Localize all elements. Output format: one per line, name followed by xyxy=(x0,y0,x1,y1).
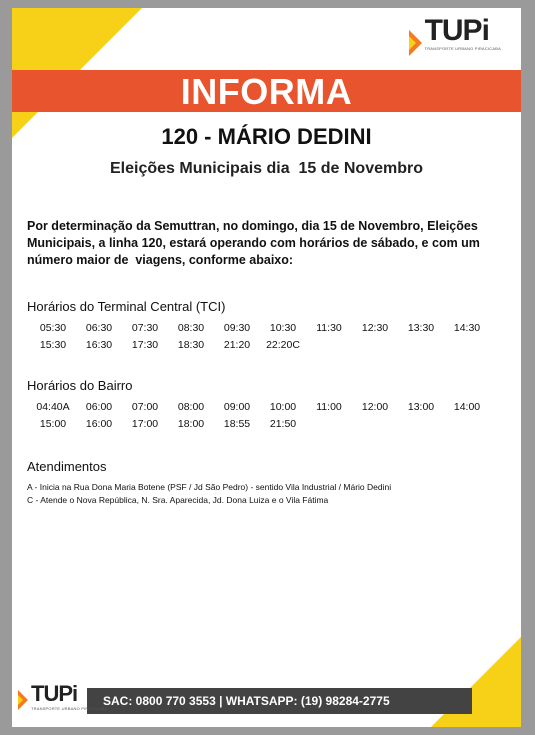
bairro-times xyxy=(30,401,490,430)
time-cell: 12:00 xyxy=(361,401,389,413)
time-cell: 17:00 xyxy=(131,418,159,430)
time-cell: 15:00 xyxy=(39,418,67,430)
time-cell: 22:20C xyxy=(266,339,300,351)
time-cell: 07:30 xyxy=(131,322,159,334)
time-cell: 07:00 xyxy=(131,401,159,413)
time-cell: 09:30 xyxy=(223,322,251,334)
time-cell: 12:30 xyxy=(361,322,389,334)
time-cell: 10:00 xyxy=(269,401,297,413)
time-cell: 09:00 xyxy=(223,401,251,413)
time-cell: 18:55 xyxy=(223,418,251,430)
time-cell: 15:30 xyxy=(39,339,67,351)
time-cell: 17:30 xyxy=(131,339,159,351)
atendimento-item: C - Atende o Nova República, N. Sra. Aparecida, Jd. Dona Luiza e o Vila Fátima xyxy=(27,495,329,505)
tupi-logo xyxy=(409,16,501,56)
logo-subtitle: TRANSPORTE URBANO PIRACICABA xyxy=(424,46,501,51)
time-cell: 21:20 xyxy=(223,339,251,351)
atendimentos-heading: Atendimentos xyxy=(27,459,107,474)
contact-bar: SAC: 0800 770 3553 | WHATSAPP: (19) 98284-2775 xyxy=(87,688,472,714)
tupi-logo-footer xyxy=(18,682,107,711)
time-cell: 11:00 xyxy=(316,401,342,413)
time-cell: 04:40A xyxy=(36,401,70,413)
intro-paragraph: Por determinação da Semuttran, no domingo, dia 15 de Novembro, Eleições Municipais, a linha 120, estará operando com horários de sábado, e com um número maior de viagens, conforme abaixo: xyxy=(27,219,484,267)
bairro-heading: Horários do Bairro xyxy=(27,378,133,393)
line-title: 120 - MÁRIO DEDINI xyxy=(161,124,372,149)
atendimentos-list xyxy=(27,481,391,507)
informa-banner: INFORMA xyxy=(12,70,521,112)
event-subtitle: Eleições Municipais dia 15 de Novembro xyxy=(110,160,423,177)
time-cell: 16:30 xyxy=(85,339,113,351)
terminal-times xyxy=(30,322,490,351)
time-cell: 18:30 xyxy=(177,339,205,351)
atendimento-item: A - Inicia na Rua Dona Maria Botene (PSF / Jd São Pedro) - sentido Vila Industrial / Mário Dedini xyxy=(27,482,392,492)
time-cell: 18:00 xyxy=(177,418,205,430)
logo-subtitle: TRANSPORTE URBANO PIRACICABA xyxy=(31,706,108,711)
time-cell: 10:30 xyxy=(269,322,297,334)
footer xyxy=(12,682,521,718)
time-cell: 14:00 xyxy=(453,401,481,413)
notice-page xyxy=(12,8,521,727)
time-cell: 21:50 xyxy=(269,418,297,430)
time-cell: 08:30 xyxy=(177,322,205,334)
time-cell: 14:30 xyxy=(453,322,481,334)
time-cell: 13:30 xyxy=(407,322,435,334)
logo-arrow-icon xyxy=(409,30,423,56)
logo-arrow-icon xyxy=(18,690,29,710)
time-cell: 11:30 xyxy=(316,322,342,334)
time-cell: 08:00 xyxy=(177,401,205,413)
time-cell: 06:00 xyxy=(85,401,113,413)
terminal-heading: Horários do Terminal Central (TCI) xyxy=(27,299,226,314)
time-cell: 13:00 xyxy=(407,401,435,413)
time-cell: 05:30 xyxy=(39,322,67,334)
logo-word: TUPi xyxy=(424,14,489,47)
time-cell: 06:30 xyxy=(85,322,113,334)
logo-word: TUPi xyxy=(31,681,78,706)
time-cell: 16:00 xyxy=(85,418,113,430)
